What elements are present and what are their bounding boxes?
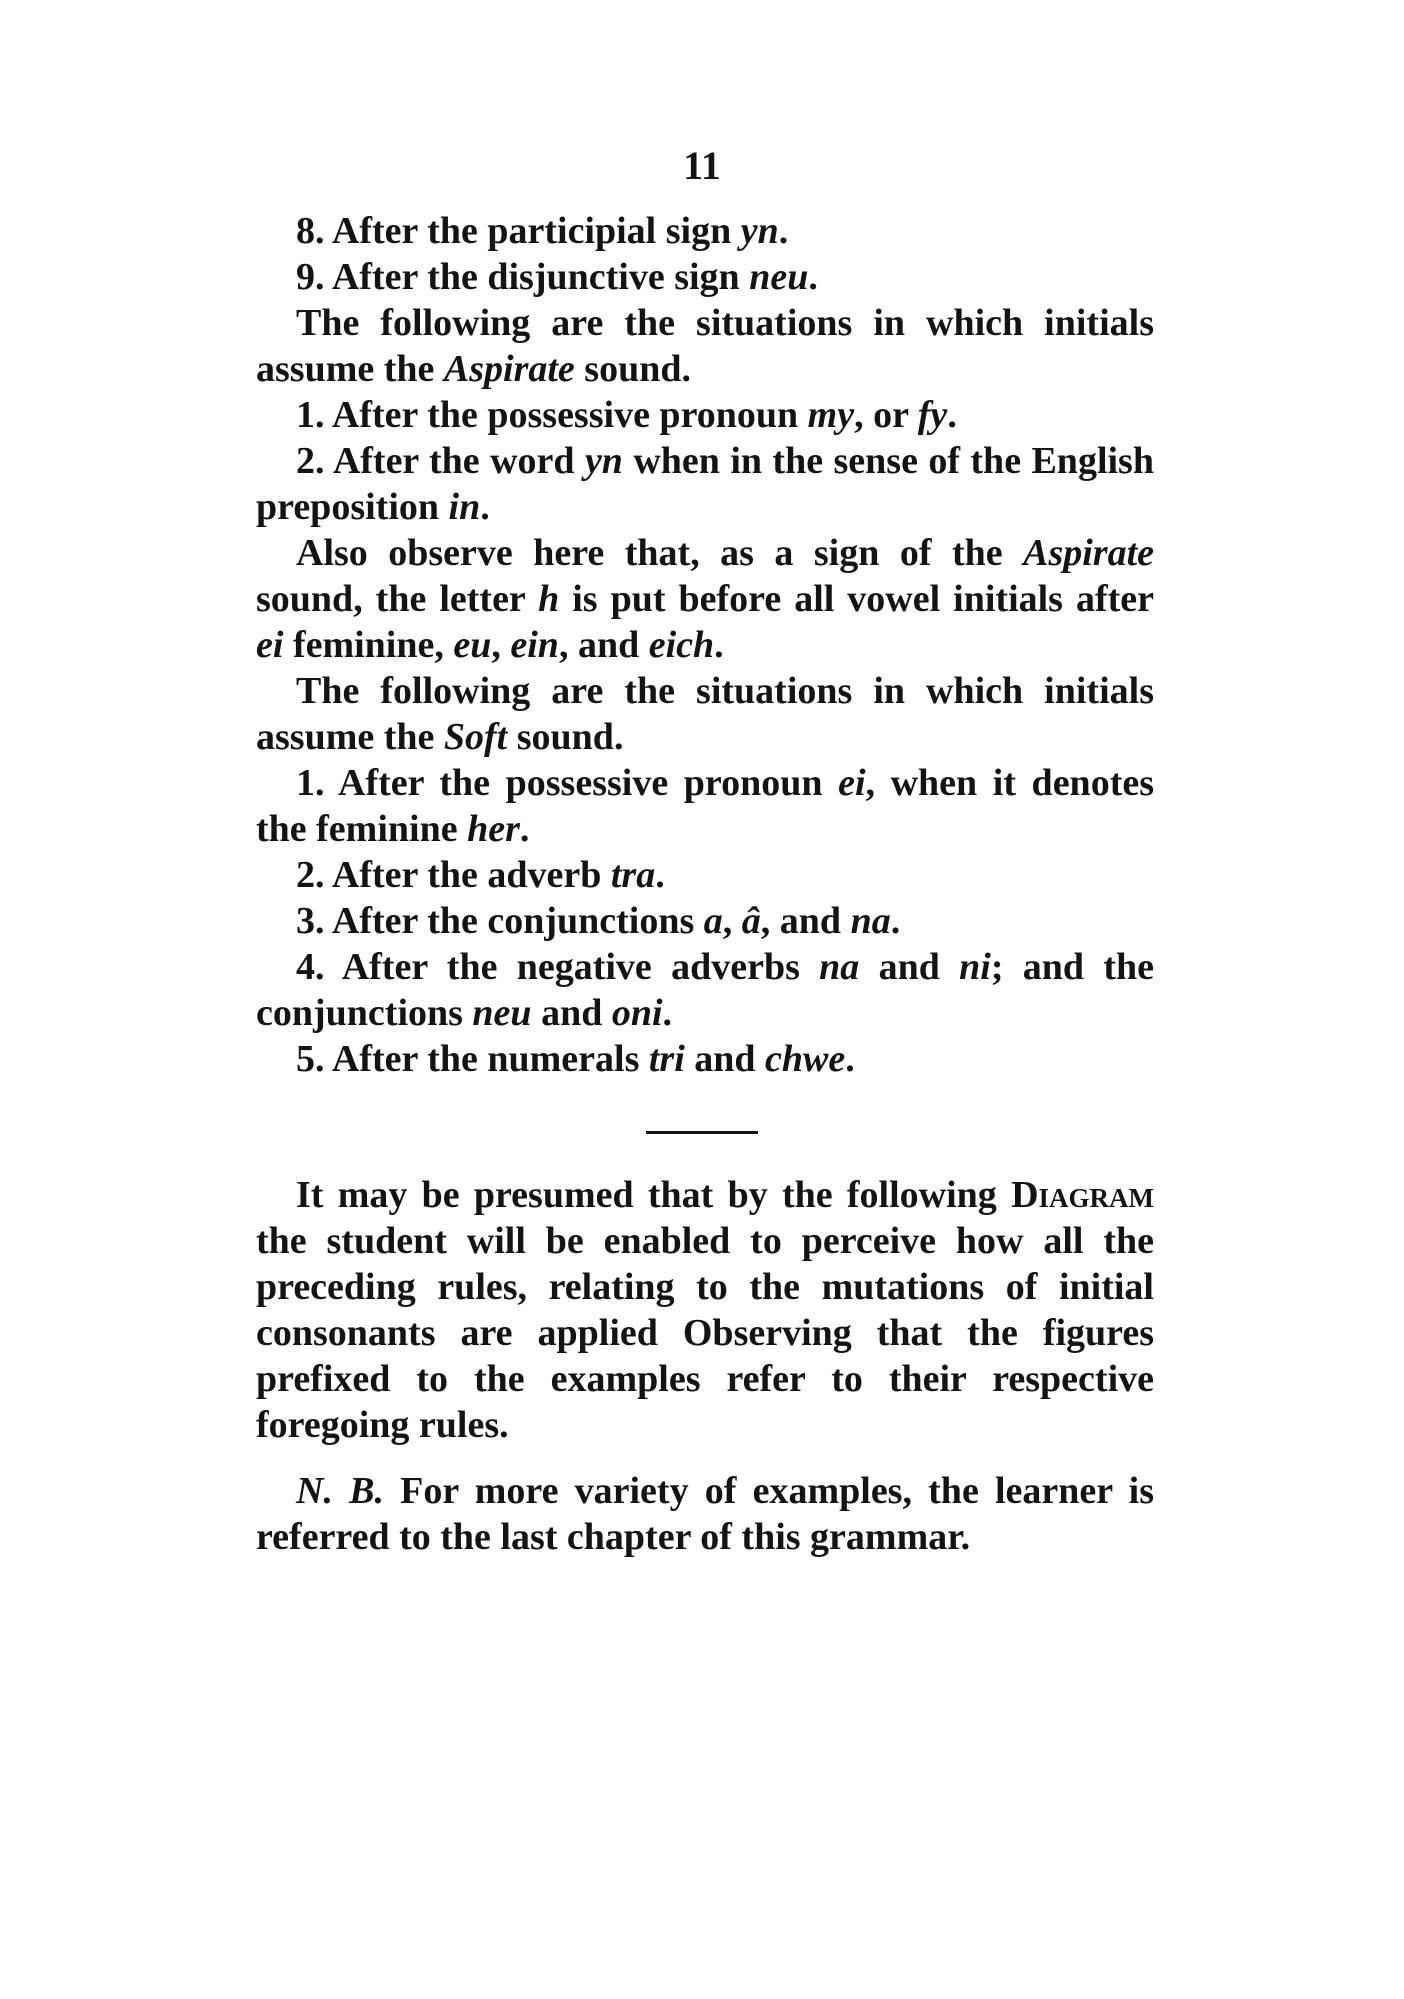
welsh-word: na xyxy=(850,900,891,942)
punctuation: , xyxy=(491,624,511,666)
paragraph-text: the student will be enabled to perceive how all the preceding rules, relating to the mutations of initial consonants are applied Observing that the figures prefixed to the examples refer to their respective foregoing rules. xyxy=(256,1220,1154,1446)
item-text: After the possessive pronoun xyxy=(338,762,839,804)
paragraph-text: , and xyxy=(558,624,649,666)
term: Aspirate xyxy=(443,348,575,390)
welsh-word: ni xyxy=(959,946,991,988)
diagram-term: Diagram xyxy=(1011,1174,1154,1216)
item-text: , and xyxy=(760,900,851,942)
section-divider xyxy=(646,1131,758,1134)
punctuation: . xyxy=(778,210,789,252)
item-number: 4. xyxy=(296,946,325,988)
paragraph-text: It may be presumed that by the following xyxy=(296,1174,1012,1216)
welsh-word: yn xyxy=(584,440,623,482)
paragraph-text: The following are the situations in which initials assume the xyxy=(256,302,1154,390)
item-text: when in the sense of the English preposition xyxy=(256,440,1154,528)
item-text: ; and the conjunctions xyxy=(256,946,1155,1034)
welsh-word: tri xyxy=(648,1038,685,1080)
page-number: 11 xyxy=(683,143,721,188)
paragraph-text: Also observe here that, as a sign of the xyxy=(296,532,1024,574)
punctuation: . xyxy=(890,900,901,942)
welsh-word: ein xyxy=(510,624,559,666)
item-number: 8. xyxy=(296,210,325,252)
list-item xyxy=(256,438,1154,530)
punctuation: . xyxy=(808,256,818,298)
item-text: After the possessive pronoun xyxy=(331,394,808,436)
paragraph-text: For more variety of examples, the learner is referred to the last chapter of this grammar. xyxy=(256,1470,1154,1558)
item-text: After the conjunctions xyxy=(331,900,704,942)
nb-note xyxy=(256,1468,1154,1560)
paragraph-text: feminine, xyxy=(283,624,454,666)
item-number: 2. xyxy=(296,440,325,482)
item-text: After the participial sign xyxy=(331,210,741,252)
item-text: After the adverb xyxy=(331,854,611,896)
punctuation: . xyxy=(655,854,665,896)
item-text: and xyxy=(531,992,612,1034)
welsh-word: tra xyxy=(610,854,656,896)
welsh-word: ei xyxy=(256,624,284,666)
rules-text xyxy=(256,208,1154,1082)
welsh-word: eich xyxy=(648,624,715,666)
punctuation: . xyxy=(947,394,957,436)
welsh-word: neu xyxy=(472,992,532,1034)
item-text: and xyxy=(859,946,960,988)
list-item xyxy=(256,898,1154,944)
punctuation: . xyxy=(845,1038,855,1080)
item-text: After the negative adverbs xyxy=(341,946,820,988)
punctuation: . xyxy=(519,808,530,850)
welsh-word: neu xyxy=(749,256,809,298)
item-number: 5. xyxy=(296,1038,325,1080)
item-text: After the word xyxy=(332,440,585,482)
item-number: 1. xyxy=(296,394,325,436)
english-word: her xyxy=(467,808,520,850)
item-text: After the disjunctive sign xyxy=(331,256,750,298)
diagram-note xyxy=(256,1172,1154,1448)
list-item xyxy=(256,254,1154,300)
paragraph-text: sound. xyxy=(507,716,624,758)
item-number: 9. xyxy=(296,256,325,298)
paragraph-text: The following are the situations in which initials assume the xyxy=(256,670,1154,758)
term: Soft xyxy=(443,716,508,758)
item-text: and xyxy=(684,1038,766,1080)
punctuation: . xyxy=(480,486,490,528)
list-item xyxy=(256,944,1154,1036)
welsh-word: yn xyxy=(740,210,779,252)
soft-intro xyxy=(256,668,1154,760)
punctuation: . xyxy=(662,992,673,1034)
punctuation: . xyxy=(714,624,724,666)
welsh-word: fy xyxy=(917,394,948,436)
list-item xyxy=(256,1036,1154,1082)
term: Aspirate xyxy=(1023,532,1154,574)
welsh-word: ei xyxy=(838,762,866,804)
welsh-word: na xyxy=(819,946,860,988)
letter: h xyxy=(538,578,560,620)
punctuation: , xyxy=(722,900,742,942)
item-number: 2. xyxy=(296,854,325,896)
aspirate-intro xyxy=(256,300,1154,392)
item-text: , when it denotes the feminine xyxy=(256,762,1154,850)
list-item xyxy=(256,208,1154,254)
nb-paragraph xyxy=(256,1468,1154,1560)
paragraph-text: sound, the letter xyxy=(256,578,539,620)
item-number: 1. xyxy=(296,762,325,804)
welsh-word: in xyxy=(448,486,481,528)
paragraph-text: sound. xyxy=(574,348,691,390)
list-item xyxy=(256,852,1154,898)
welsh-word: chwe xyxy=(765,1038,846,1080)
welsh-word: â xyxy=(741,900,761,942)
item-text: , or xyxy=(854,394,918,436)
welsh-word: a xyxy=(703,900,723,942)
paragraph-text: is put before all vowel initials after xyxy=(559,578,1155,620)
welsh-word: oni xyxy=(611,992,663,1034)
welsh-word: eu xyxy=(453,624,492,666)
list-item xyxy=(256,760,1154,852)
welsh-word: my xyxy=(807,394,855,436)
list-item xyxy=(256,392,1154,438)
diagram-paragraph xyxy=(256,1172,1154,1448)
item-text: After the numerals xyxy=(331,1038,649,1080)
item-number: 3. xyxy=(296,900,325,942)
nb-label: N. B. xyxy=(296,1470,384,1512)
aspirate-note xyxy=(256,530,1154,668)
